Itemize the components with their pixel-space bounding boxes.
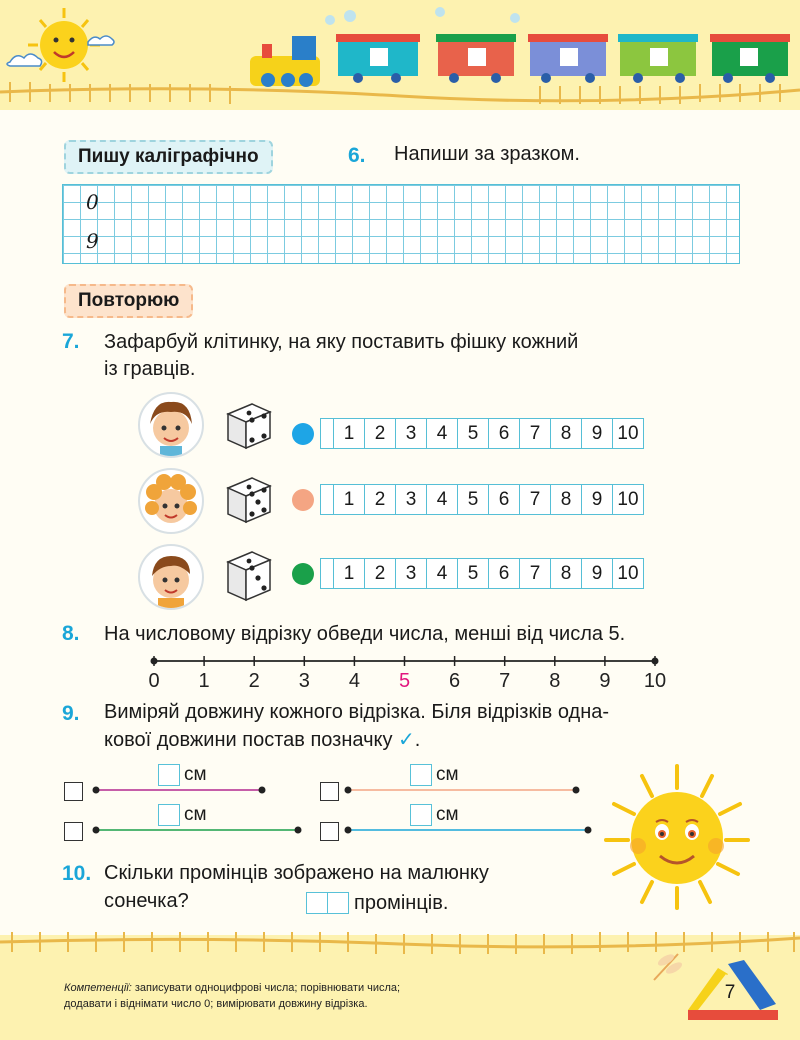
dice-pip [255,499,260,504]
strip-cell[interactable]: 7 [520,419,551,448]
player-chip-green[interactable] [292,563,314,585]
dice-pip [261,433,266,438]
player-row-3 [138,544,204,610]
task7-text-line2: із гравців. [104,358,196,380]
number-line-label[interactable]: 5 [398,670,411,692]
strip-cell[interactable]: 3 [396,419,427,448]
number-line-label[interactable]: 2 [248,670,260,692]
segment-4 [344,822,596,838]
checkbox-segment-4[interactable] [320,822,339,841]
unit-label: см [184,764,207,785]
strip-cell[interactable]: 2 [365,419,396,448]
unit-label: см [436,764,459,785]
cloud-icon [7,54,42,66]
player-row-2 [138,468,204,534]
checkbox-segment-1[interactable] [64,782,83,801]
dice-face-1 [222,400,274,452]
dice-pip [249,417,254,422]
task10-text-line2: сонечка? [104,890,189,912]
strip-cell[interactable]: 9 [582,485,613,514]
dice-pip [249,437,254,442]
strip-cell[interactable]: 5 [458,419,489,448]
strip-start-cell[interactable] [321,419,334,448]
dice-face-2 [222,474,274,526]
competencies-label: Компетенції: [64,982,132,994]
task10-number: 10. [62,862,92,885]
sun-illustration-icon [602,762,752,912]
answer-box-tens[interactable] [306,892,328,914]
number-line-label[interactable]: 9 [599,670,611,692]
strip-cell[interactable]: 4 [427,485,458,514]
task9-text-line2-label: кової довжини постав позначку [104,729,393,751]
repeat-tag: Повторюю [64,284,193,318]
checkbox-segment-3[interactable] [64,822,83,841]
strip-cell[interactable]: 8 [551,485,582,514]
task7-text [104,329,744,356]
strip-cell[interactable]: 6 [489,559,520,588]
task8-number: 8. [62,622,80,645]
sample-digit-zero: 0 [86,190,99,214]
strip-cell[interactable]: 10 [617,423,639,444]
dice-pip [249,491,254,496]
number-line-endpoint [652,658,659,665]
task6-instruction: Напиши за зразком. [394,143,580,165]
player-avatar-boy-curly [138,392,204,458]
header-illustration [0,0,800,115]
segment-3 [92,822,308,838]
strip-cell[interactable]: 9 [582,559,613,588]
segment-2 [344,782,584,798]
answer-box-units[interactable] [328,892,349,914]
check-mark-icon: ✓ [398,729,415,751]
strip-cell[interactable]: 7 [520,485,551,514]
cloud-icon [88,36,114,45]
fence-icon [10,82,780,104]
number-line-label[interactable]: 4 [348,670,360,692]
strip-cell[interactable]: 1 [334,485,365,514]
strip-cell[interactable]: 1 [334,419,365,448]
strip-cell[interactable]: 3 [396,559,427,588]
player-chip-blue[interactable] [292,423,314,445]
number-strip-3 [320,558,644,589]
task10-unit: промінців. [354,892,449,914]
strip-cell[interactable]: 6 [489,419,520,448]
dice-pip [261,487,266,492]
strip-start-cell[interactable] [321,485,334,514]
dice-pip [261,507,266,512]
sample-digit-nine: 9 [86,229,99,253]
number-line-label[interactable]: 0 [148,670,160,692]
number-strip-2 [320,484,644,515]
checkbox-segment-2[interactable] [320,782,339,801]
calligraphy-tag: Пишу каліграфічно [64,140,273,174]
player-row-1 [138,392,204,458]
number-line[interactable] [140,650,680,694]
dice-pip [247,485,252,490]
page-number: 7 [724,982,736,1003]
strip-cell[interactable]: 5 [458,559,489,588]
strip-cell[interactable]: 10 [617,563,639,584]
number-line-label[interactable]: 10 [643,670,667,692]
strip-cell[interactable]: 5 [458,485,489,514]
dice-pip [261,413,266,418]
strip-cell[interactable]: 8 [551,419,582,448]
unit-label: см [436,804,459,825]
dragonfly-icon [648,948,688,984]
competencies-line2: додавати і віднімати число 0; вимірювати довжину відрізка. [64,998,368,1010]
competencies-note [64,980,584,1012]
number-strip-1 [320,418,644,449]
task10-text-line1: Скільки промінців зображено на малюнку [104,862,489,884]
strip-cell[interactable]: 4 [427,419,458,448]
strip-cell[interactable]: 9 [582,419,613,448]
number-line-label[interactable]: 1 [198,670,210,692]
strip-cell[interactable]: 3 [396,485,427,514]
train-icon [250,7,790,87]
dice-pip [249,511,254,516]
number-line-label[interactable]: 7 [499,670,511,692]
player-avatar-girl-curly [138,468,204,534]
task7-number: 7. [62,330,80,353]
task9-number: 9. [62,702,80,725]
strip-cell[interactable]: 1 [334,559,365,588]
dice-face-3 [222,548,274,606]
unit-label: см [184,804,207,825]
strip-cell[interactable]: 2 [365,485,396,514]
strip-cell[interactable]: 4 [427,559,458,588]
number-line-label[interactable]: 3 [298,670,310,692]
dice-pip [247,559,252,564]
number-line-label[interactable]: 8 [549,670,561,692]
player-chip-peach[interactable] [292,489,314,511]
task7-text-line1: Зафарбуй клітинку, на яку поставить фішку кожний [104,331,579,353]
task9-text-line2: кової довжини постав позначку ✓. [104,729,421,751]
writing-grid[interactable] [62,184,740,264]
task9-text-line1: Виміряй довжину кожного відрізка. Біля відрізків одна- [104,701,610,723]
number-line-endpoint [151,658,158,665]
dice-pip [255,575,260,580]
strip-cell[interactable]: 6 [489,485,520,514]
competencies-line1: записувати одноцифрові числа; порівнювати числа; [131,982,401,994]
segment-1 [92,782,272,798]
player-avatar-boy [138,544,204,610]
strip-cell[interactable]: 7 [520,559,551,588]
task6-number: 6. [348,144,366,167]
strip-cell[interactable]: 10 [617,489,639,510]
dice-pip [249,565,254,570]
dice-pip [247,411,252,416]
strip-cell[interactable]: 2 [365,559,396,588]
dice-pip [261,585,266,590]
answer-boxes [306,892,349,914]
strip-cell[interactable]: 8 [551,559,582,588]
task8-text: На числовому відрізку обведи числа, менші від числа 5. [104,623,626,645]
strip-start-cell[interactable] [321,559,334,588]
number-line-label[interactable]: 6 [449,670,461,692]
